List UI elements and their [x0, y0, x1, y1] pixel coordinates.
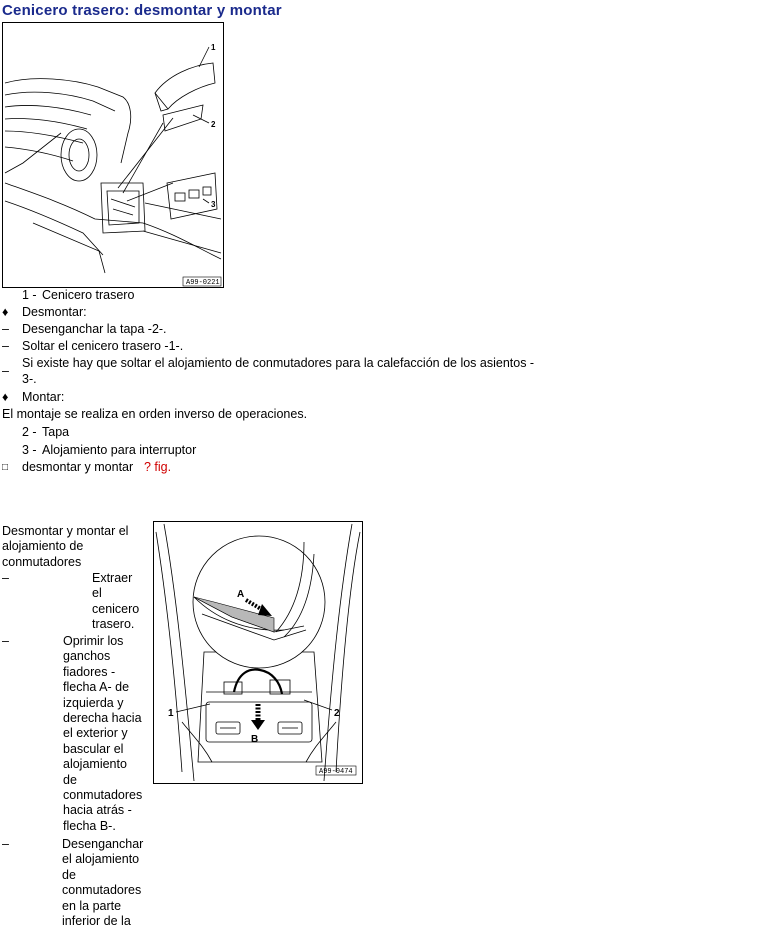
step-line: Extraer [92, 571, 133, 585]
diamond-bullet-icon: ♦ [2, 390, 9, 404]
dash-bullet-icon: – [2, 322, 9, 336]
step-line: el alojamiento [62, 852, 140, 867]
square-bullet-icon: □ [2, 462, 9, 473]
step-line: alojamiento [63, 757, 127, 772]
callout-2: 2 [211, 120, 216, 129]
item-text: Soltar el cenicero trasero -1-. [22, 339, 184, 353]
item-number: 3 - [22, 443, 37, 457]
callout-2: 2 [334, 708, 340, 719]
item-text: Montar: [22, 390, 65, 404]
step-text [63, 634, 153, 834]
ashtray-illustration [3, 23, 223, 287]
step-line: Oprimir los [63, 634, 124, 648]
page-title: Cenicero trasero: desmontar y montar [2, 2, 282, 19]
step-line: bascular el [63, 741, 124, 756]
step-text [62, 837, 154, 929]
callout-3: 3 [211, 200, 216, 209]
step-line: ganchos [63, 649, 111, 664]
heading-line: Desmontar y montar el [2, 524, 129, 538]
dash-bullet-icon: – [2, 364, 9, 378]
list-item [2, 356, 602, 388]
figure-link[interactable]: ? fig. [144, 460, 172, 474]
figure-switch-housing [153, 521, 363, 784]
figure-ashtray-exploded [2, 22, 224, 288]
step-line: conmutadores [62, 883, 142, 898]
arrow-b-label: B [251, 734, 259, 745]
step-line: Desenganchar [62, 837, 144, 851]
step-line: de [63, 772, 77, 787]
item-number: 1 - [22, 288, 37, 302]
section-heading [2, 524, 150, 570]
item-text: desmontar y montar [22, 460, 134, 474]
item-text: Tapa [42, 425, 70, 439]
step-line: flecha B-. [63, 818, 116, 833]
dash-bullet-icon: – [2, 339, 9, 353]
arrow-a-label: A [237, 589, 245, 600]
heading-line: conmutadores [2, 554, 82, 569]
switch-housing-illustration [154, 522, 362, 783]
item-text: Alojamiento para interruptor [42, 443, 197, 457]
callout-1: 1 [168, 708, 174, 719]
heading-line: alojamiento de [2, 539, 84, 554]
dash-bullet-icon: – [2, 571, 9, 585]
step-line: de [62, 867, 76, 882]
step-line: el exterior y [63, 726, 128, 741]
step-line: trasero. [92, 617, 135, 632]
step-line: conmutadores [63, 788, 143, 803]
item-text: Desenganchar la tapa -2-. [22, 322, 167, 336]
step-line: inferior de la [62, 914, 131, 929]
item-text: Cenicero trasero [42, 288, 135, 302]
item-number: 2 - [22, 425, 37, 439]
diamond-bullet-icon: ♦ [2, 305, 9, 319]
callout-1: 1 [211, 43, 216, 52]
item-text: El montaje se realiza en orden inverso de operaciones. [2, 407, 308, 421]
step-line: fiadores - [63, 664, 116, 679]
figure-code: A99-0221 [186, 279, 220, 287]
step-line: flecha A- de [63, 680, 130, 695]
item-text: Desmontar: [22, 305, 87, 319]
step-text [92, 571, 152, 633]
step-line: derecha hacia [63, 711, 142, 726]
step-line: el [92, 586, 102, 601]
item-text: Si existe hay que soltar el alojamiento de conmutadores para la calefacción de los asientos - [22, 356, 535, 370]
dash-bullet-icon: – [2, 634, 9, 648]
figure-code: A99-0474 [319, 768, 353, 776]
step-line: cenicero [92, 601, 140, 616]
step-line: izquierda y [63, 695, 124, 710]
step-line: hacia atrás - [63, 803, 132, 818]
dash-bullet-icon: – [2, 837, 9, 851]
item-text-continued: 3-. [22, 372, 37, 386]
step-line: en la parte [62, 898, 122, 913]
